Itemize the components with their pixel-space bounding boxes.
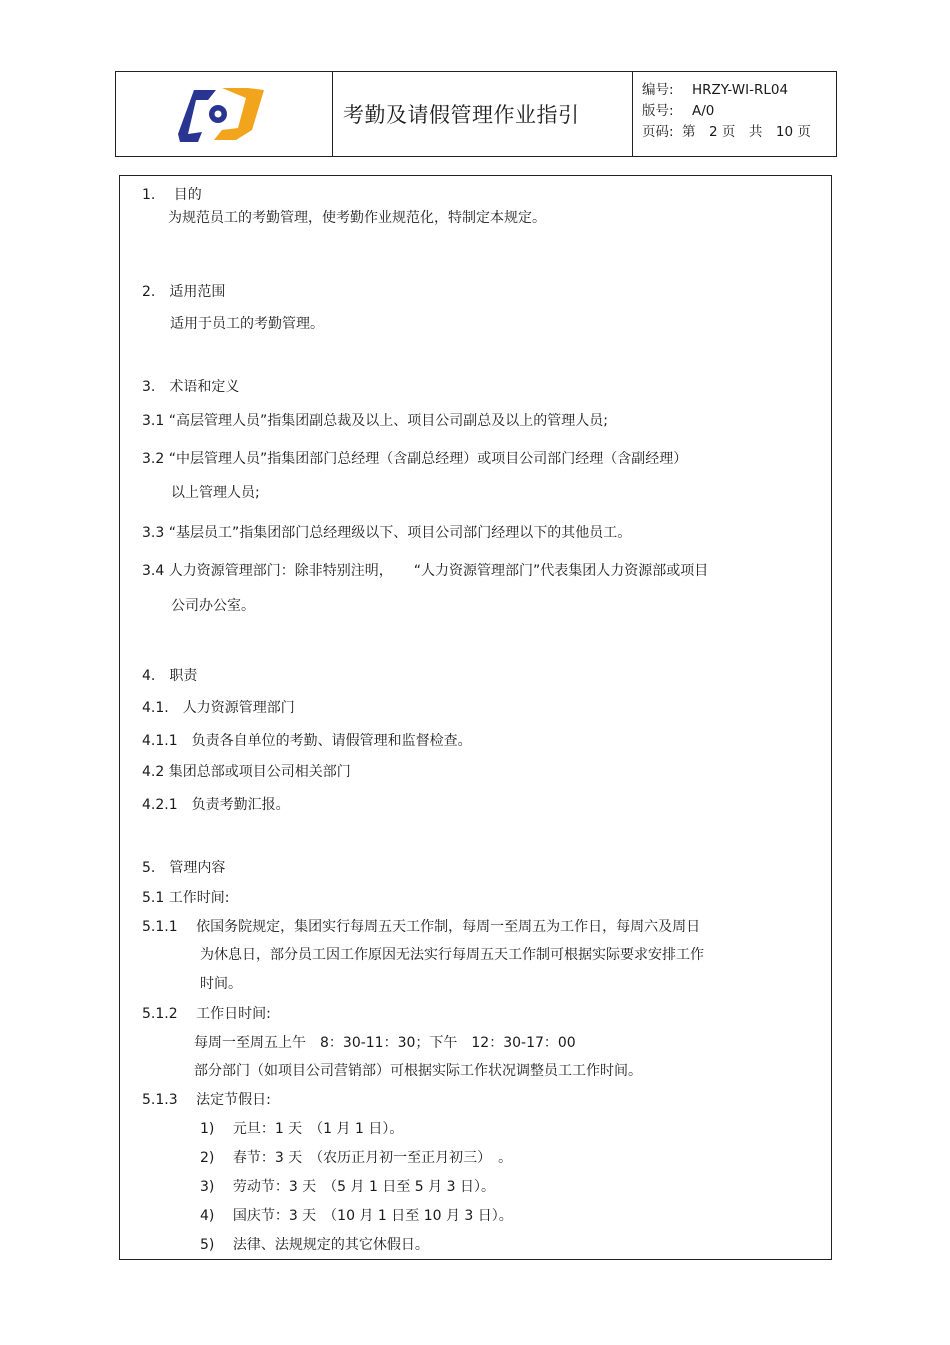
body-text: 为规范员工的考勤管理，使考勤作业规范化，特制定本规定。: [168, 210, 546, 226]
section-heading: 2. 适用范围: [142, 284, 226, 300]
section-heading: 5. 管理内容: [142, 860, 226, 876]
body-text: 3.3 “基层员工”指集团部门总经理级以下、项目公司部门经理以下的其他员工。: [142, 525, 632, 541]
body-text: 时间。: [200, 976, 242, 992]
section-heading: 4. 职责: [142, 668, 198, 684]
body-text: 5.1 工作时间:: [142, 890, 230, 906]
page-label: 页码:: [642, 124, 674, 140]
body-text: 4.1. 人力资源管理部门: [142, 700, 295, 716]
body-text: 5.1.3 法定节假日:: [142, 1092, 271, 1108]
body-text: 部分部门（如项目公司营销部）可根据实际工作状况调整员工工作时间。: [194, 1063, 642, 1079]
list-item: 5) 法律、法规规定的其它休假日。: [200, 1237, 429, 1253]
list-item: 4) 国庆节：3 天 （10 月 1 日至 10 月 3 日）。: [200, 1208, 513, 1224]
list-item: 2) 春节：3 天 （农历正月初一至正月初三） 。: [200, 1150, 513, 1166]
body-text: 每周一至周五上午 8：30-11：30；下午 12：30-17：00: [194, 1035, 576, 1051]
body-text: 适用于员工的考勤管理。: [170, 316, 324, 332]
document-title: 考勤及请假管理作业指引: [343, 103, 580, 127]
body-text: 3.2 “中层管理人员”指集团部门总经理（含副总经理）或项目公司部门经理（含副经理）: [142, 451, 688, 467]
version-value: A/0: [692, 103, 715, 119]
body-text: 5.1.2 工作日时间:: [142, 1006, 271, 1022]
list-item: 3) 劳动节：3 天 （5 月 1 日至 5 月 3 日）。: [200, 1179, 495, 1195]
page-value: 第 2 页 共 10 页: [682, 124, 811, 140]
code-label: 编号:: [642, 82, 674, 98]
title-cell: [333, 72, 633, 156]
code-value: HRZY-WI-RL04: [692, 82, 789, 98]
body-text: 4.1.1 负责各自单位的考勤、请假管理和监督检查。: [142, 733, 472, 749]
body-text: 3.1 “高层管理人员”指集团副总裁及以上、项目公司副总及以上的管理人员;: [142, 413, 608, 429]
company-logo: [174, 84, 266, 146]
body-text: 4.2 集团总部或项目公司相关部门: [142, 764, 351, 780]
version-label: 版号:: [642, 103, 674, 119]
list-item: 1) 元旦：1 天 （1 月 1 日）。: [200, 1121, 404, 1137]
body-text: 4.2.1 负责考勤汇报。: [142, 797, 290, 813]
document-header: [115, 71, 837, 157]
section-heading: 3. 术语和定义: [142, 379, 240, 395]
body-text: 以上管理人员;: [171, 485, 260, 501]
section-heading: 1. 目的: [142, 187, 202, 203]
logo-cell: [116, 72, 333, 156]
body-text: 3.4 人力资源管理部门：除非特别注明， “人力资源管理部门”代表集团人力资源部或项目: [142, 563, 709, 579]
document-info: [633, 72, 836, 156]
body-text: 为休息日，部分员工因工作原因无法实行每周五天工作制可根据实际要求安排工作: [200, 947, 704, 963]
body-text: 5.1.1 依国务院规定，集团实行每周五天工作制，每周一至周五为工作日，每周六及周日: [142, 919, 701, 935]
body-text: 公司办公室。: [171, 598, 255, 614]
